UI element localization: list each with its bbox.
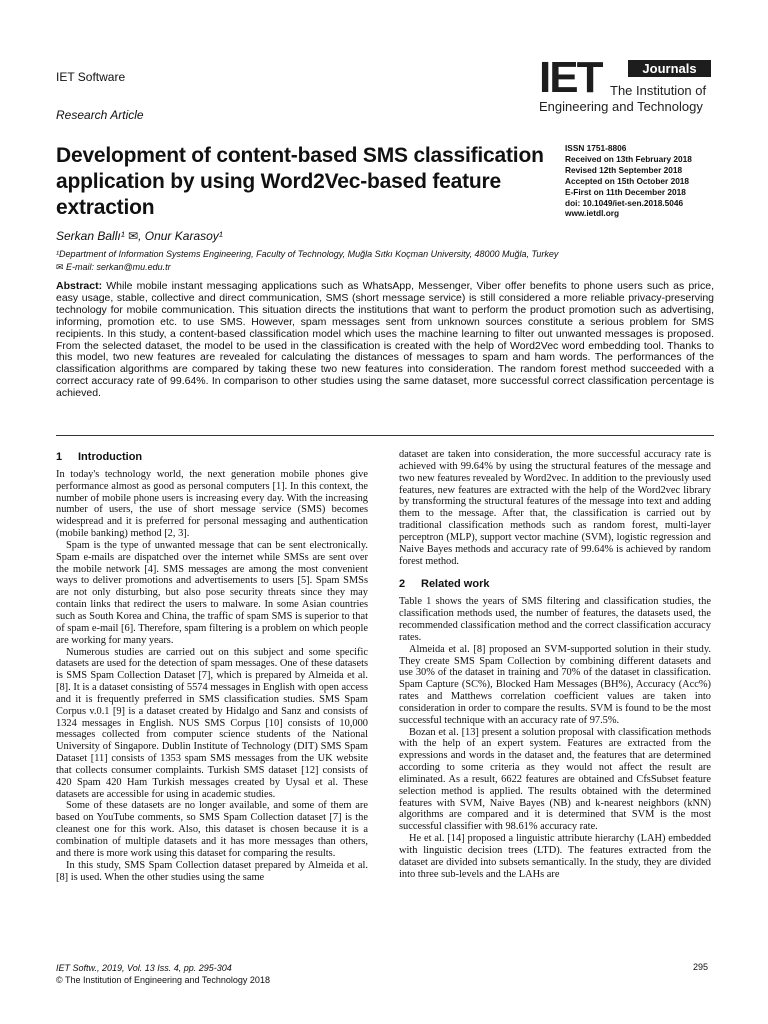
section-heading-related-work <box>399 579 711 591</box>
paragraph: Almeida et al. [8] proposed an SVM-supported solution in their study. They create SMS Spam Collection by combining different datasets and use 30% of the dataset in training and 70% of the dataset in classification. Spam Capture (SC%), Blocked Ham Messages (BH%), Accuracy (Acc%) rates and Matthews correlation coefficient values are taken into consideration in order to compare the results. SVM is found to be the most successful technique with an accuracy rate of 97.5%. <box>399 643 711 726</box>
right-column <box>399 449 711 881</box>
footer-copyright: © The Institution of Engineering and Technology 2018 <box>56 975 270 985</box>
left-column <box>56 448 368 883</box>
footer-citation: IET Softw., 2019, Vol. 13 Iss. 4, pp. 295-304 <box>56 963 232 973</box>
paragraph: Spam is the type of unwanted message that can be sent electronically. Spam e-mails are dispatched over the internet while SMSs are sent over the mobile network [4]. SMS messages are among the most convenient ways to deliver promotions and advertisements to users [5]. Spam SMSs are not only disturbing, but also pose security threats since they may contain links that redirect the users to malware. In some Asian countries such as South Korea and China, the traffic of spam SMS is superior to that of spam e-mail [6]. Therefore, spam filtering is a problem on which people are working for many years. <box>56 539 368 646</box>
abstract-divider <box>56 435 714 436</box>
journal-name: IET Software <box>56 70 126 84</box>
paragraph: Numerous studies are carried out on this subject and some specific datasets are used for the detection of spam messages. One of these datasets is SMS Spam Collection Dataset [7], which is prepared by Almeida et al. [8]. It is a dataset consisting of 5574 messages in English with open access and it is frequently preferred in SMS classification studies. SMS Spam Corpus v.0.1 [9] is a dataset created by Hidalgo and Sanz and consists of 1324 messages in English. NUS SMS Corpus [10] consists of 10,000 messages collected from computer science students of the National University of Singapore. Dublin Institute of Technology (DIT) SMS Spam Dataset [11] consists of 1353 spam SMS messages from the UK website that collects consumer complaints. Turkish SMS dataset [12] consists of 420 Spam 420 Ham Turkish messages created by Uysal et al. These datasets are accessible for using in academic studies. <box>56 646 368 800</box>
doi[interactable]: doi: 10.1049/iet-sen.2018.5046 <box>565 197 684 208</box>
section-number: 2 <box>399 578 406 591</box>
paragraph: dataset are taken into consideration, the more successful accuracy rate is achieved with 99.64% by using the structural features of the message and two new features revealed by Word2vec. In addition to the previously used features, new features are extracted with the help of the Word2vec library by transforming the structural features of the message into text and adding them to the message. After that, the classification is carried out by traditional classification methods such as random forest, multi-layer perceptron (MLP), support vector machine (SVM), logistic regression and Naive Bayes methods and accuracy rate of 99.64% is achieved by random forest method. <box>399 449 711 567</box>
email-line[interactable] <box>56 262 171 273</box>
paragraph: He et al. [14] proposed a linguistic attribute hierarchy (LAH) embedded with linguistic decision trees (LTD). The features extracted from the dataset are divided into subsets semantically. In the study, they are divided into three sub-levels and the LAHs are <box>399 833 711 880</box>
issn: ISSN 1751-8806 <box>565 143 627 153</box>
affiliation: ¹Department of Information Systems Engineering, Faculty of Technology, Muğla Sıtkı Koçman University, 48000 Muğla, Turkey <box>56 249 559 259</box>
section-title: Introduction <box>78 451 143 463</box>
section-heading-introduction <box>56 452 368 464</box>
paragraph: Bozan et al. [13] present a solution proposal with classification methods with the help of an expert system. Features are extracted from the expressions and words in the dataset and, the features that are determined according to some criteria as they would not affect the result are eliminated. As a result, 6622 features are obtained and CfsSubset feature selection method is applied. The results obtained with the determined features with SVM, Naive Bayes (NB) and k-nearest neighbors (kNN) algorithms are compared and it is determined that SVM is the most successful classifier with 98.61% accuracy rate. <box>399 726 711 833</box>
accepted-date: Accepted on 15th October 2018 <box>565 175 690 186</box>
email-text[interactable]: E-mail: serkan@mu.edu.tr <box>66 262 171 272</box>
section-number: 1 <box>56 451 63 463</box>
logo-journals-label: Journals <box>628 60 711 77</box>
website-link[interactable]: www.ietdl.org <box>565 208 620 219</box>
article-metadata <box>565 143 735 219</box>
section-title: Related work <box>421 578 490 591</box>
article-type: Research Article <box>56 108 144 122</box>
footer-citation-block <box>56 962 270 986</box>
received-date: Received on 13th February 2018 <box>565 153 692 164</box>
abstract-label: Abstract: <box>56 280 103 292</box>
abstract <box>56 281 714 400</box>
logo-institution-line1: The Institution of <box>610 83 707 98</box>
revised-date: Revised 12th September 2018 <box>565 164 683 175</box>
page-number: 295 <box>693 962 709 972</box>
authors: Serkan Ballı¹ ✉, Onur Karasoy¹ <box>56 229 223 243</box>
article-title: Development of content-based SMS classification application by using Word2Vec-based feature extraction <box>56 144 544 219</box>
envelope-icon: ✉ <box>56 262 64 272</box>
paragraph: In today's technology world, the next generation mobile phones give performance almost as good as personal computers [1]. In this context, the number of mobile phone users is increasing every day. With the increasing number of users, the use of short message service (SMS) becomes widespread and it is preferred for personal messaging and authentication (mobile banking) method [2, 3]. <box>56 468 368 540</box>
logo-mark: IET <box>539 53 602 102</box>
efirst-date: E-First on 11th December 2018 <box>565 186 686 197</box>
paragraph: Some of these datasets are no longer available, and some of them are based on YouTube comments, so SMS Spam Collection dataset [7] is the cleanest one for this work. Also, this dataset is chosen because it is a combination of multiple datasets and it has more messages than others, and there is more work using this dataset for comparing the results. <box>56 800 368 859</box>
paragraph: In this study, SMS Spam Collection dataset prepared by Almeida et al. [8] is used. When the other studies using the same <box>56 859 368 883</box>
logo-institution-line2: Engineering and Technology <box>539 99 703 114</box>
iet-journals-logo <box>539 53 719 122</box>
paragraph: Table 1 shows the years of SMS filtering and classification studies, the classification methods used, the number of features, the datasets used, the recommended classification method and the correct classification accuracy rates. <box>399 596 711 643</box>
abstract-text: While mobile instant messaging applications such as WhatsApp, Messenger, Viber offer benefits to phone users such as price, easy usage, stable, collective and direct communication, SMS (short message service) is still considered a more reliable privacy-preserving technology for mobile communication. This situation directs the institutions that want to perform the product promotion such as advertising, informing, promotion etc. to use SMS. However, spam messages sent from unknown sources constitute a serious problem for SMS recipients. In this study, a content-based classification model which uses the machine learning to filter out unwanted messages is proposed. From the selected dataset, the model to be used in the classification is created with the help of Word2Vec word embedding tool. Thanks to this model, two new features are revealed for calculating the distances of messages to spam and ham words. The performances of the classification algorithms are compared by taking these two new features into consideration. The random forest method succeeded with a correct accuracy rate of 99.64%. In comparison to other studies using the same dataset, more successful correct classification percentage is achieved. <box>56 280 715 400</box>
